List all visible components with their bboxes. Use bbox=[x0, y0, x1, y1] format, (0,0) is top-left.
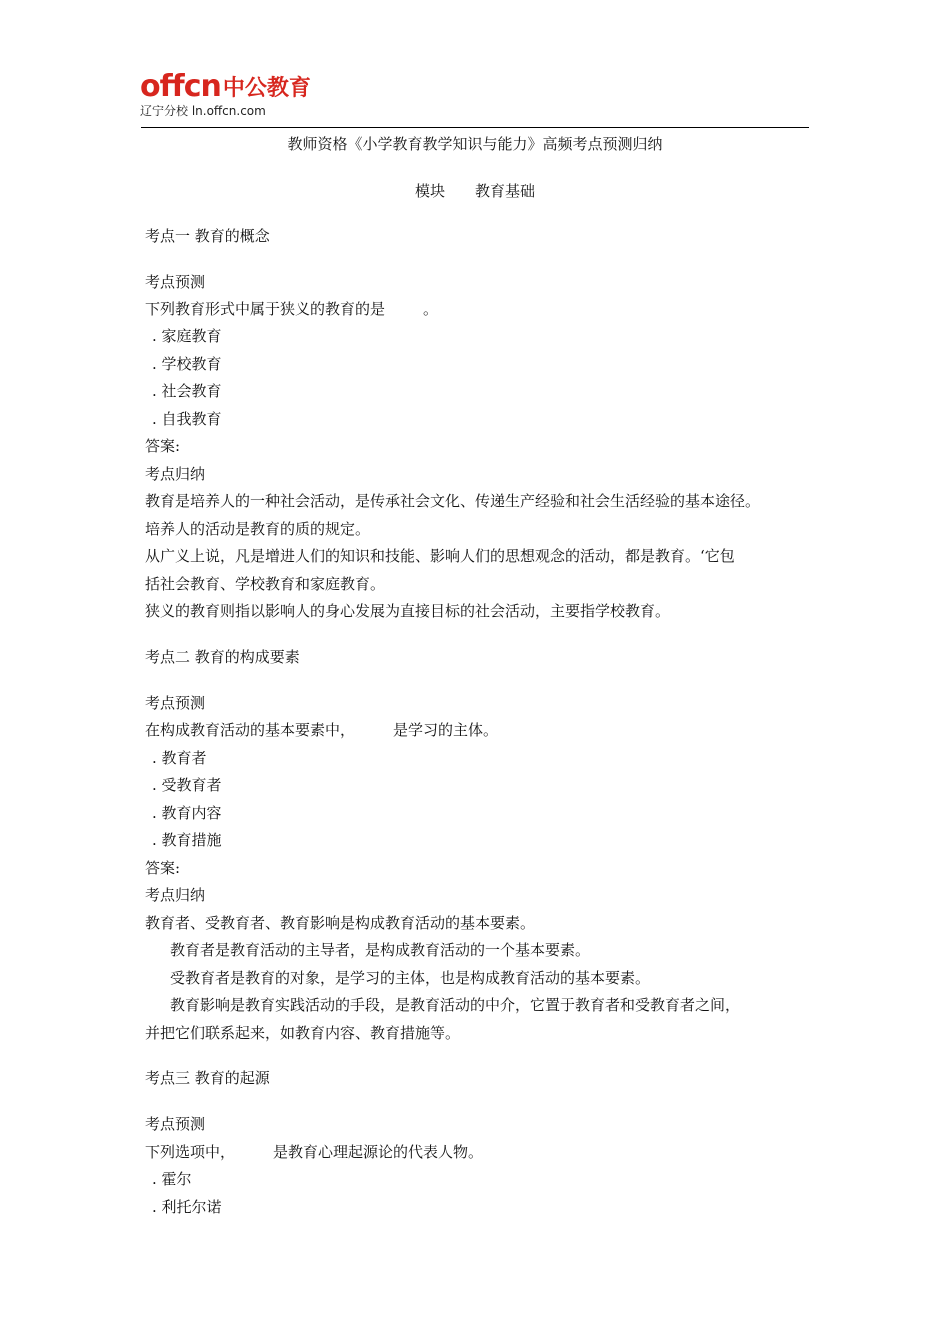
header-rule bbox=[141, 127, 809, 128]
s1-line: 狭义的教育则指以影响人的身心发展为直接目标的社会活动，主要指学校教育。 bbox=[145, 602, 671, 620]
s3-option: . 霍尔 bbox=[152, 1170, 192, 1188]
s2-option: . 教育内容 bbox=[152, 804, 222, 822]
s2-question bbox=[145, 719, 498, 740]
module-title bbox=[141, 180, 809, 201]
s2-heading: 考点二 教育的构成要素 bbox=[145, 648, 300, 666]
s1-question bbox=[145, 298, 438, 319]
s2-q-post: 是学习的主体。 bbox=[393, 721, 499, 739]
s2-q-pre: 在构成教育活动的基本要素中， bbox=[145, 721, 356, 739]
s1-q-pre: 下列教育形式中属于狭义的教育的是 bbox=[145, 300, 386, 318]
s2-line: 教育者是教育活动的主导者，是构成教育活动的一个基本要素。 bbox=[170, 941, 591, 959]
offcn-logo bbox=[140, 66, 320, 120]
s1-option: . 社会教育 bbox=[152, 382, 222, 400]
s1-answer: 答案: bbox=[145, 437, 181, 455]
s1-line: 教育是培养人的一种社会活动，是传承社会文化、传递生产经验和社会生活经验的基本途径。 bbox=[145, 492, 761, 510]
s1-line: 括社会教育、学校教育和家庭教育。 bbox=[145, 575, 386, 593]
module-name: 教育基础 bbox=[475, 182, 536, 200]
s1-line: 从广义上说，凡是增进人们的知识和技能、影响人们的思想观念的活动，都是教育。‘它包 bbox=[145, 547, 735, 565]
s2-line: 教育影响是教育实践活动的手段，是教育活动的中介，它置于教育者和受教育者之间， bbox=[170, 996, 741, 1014]
s1-heading: 考点一 教育的概念 bbox=[145, 227, 270, 245]
s3-question bbox=[145, 1141, 483, 1162]
s2-line: 受教育者是教育的对象，是学习的主体，也是构成教育活动的基本要素。 bbox=[170, 969, 651, 987]
s2-summary: 考点归纳 bbox=[145, 886, 206, 904]
s1-q-post: 。 bbox=[423, 300, 439, 318]
s2-option: . 教育措施 bbox=[152, 831, 222, 849]
s2-line: 并把它们联系起来，如教育内容、教育措施等。 bbox=[145, 1024, 461, 1042]
logo-brand: offcn bbox=[140, 69, 221, 104]
s1-option: . 学校教育 bbox=[152, 355, 222, 373]
module-label: 模块 bbox=[414, 182, 445, 200]
s3-q-post: 是教育心理起源论的代表人物。 bbox=[273, 1143, 484, 1161]
s3-predict: 考点预测 bbox=[145, 1115, 206, 1133]
s3-heading: 考点三 教育的起源 bbox=[145, 1069, 270, 1087]
doc-title: 教师资格《小学教育教学知识与能力》高频考点预测归纳 bbox=[287, 135, 663, 153]
logo-cn: 中公教育 bbox=[222, 76, 311, 101]
s1-predict: 考点预测 bbox=[145, 273, 206, 291]
s3-option: . 利托尔诺 bbox=[152, 1198, 222, 1216]
s1-option: . 家庭教育 bbox=[152, 327, 222, 345]
s2-option: . 教育者 bbox=[152, 749, 207, 767]
s2-line: 教育者、受教育者、教育影响是构成教育活动的基本要素。 bbox=[145, 914, 536, 932]
s1-line: 培养人的活动是教育的质的规定。 bbox=[145, 520, 371, 538]
s2-predict: 考点预测 bbox=[145, 694, 206, 712]
s1-option: . 自我教育 bbox=[152, 410, 222, 428]
logo-sub: 辽宁分校 ln.offcn.com bbox=[140, 104, 266, 118]
s3-q-pre: 下列选项中， bbox=[145, 1143, 236, 1161]
s2-option: . 受教育者 bbox=[152, 776, 222, 794]
s1-summary: 考点归纳 bbox=[145, 465, 206, 483]
s2-answer: 答案: bbox=[145, 859, 181, 877]
